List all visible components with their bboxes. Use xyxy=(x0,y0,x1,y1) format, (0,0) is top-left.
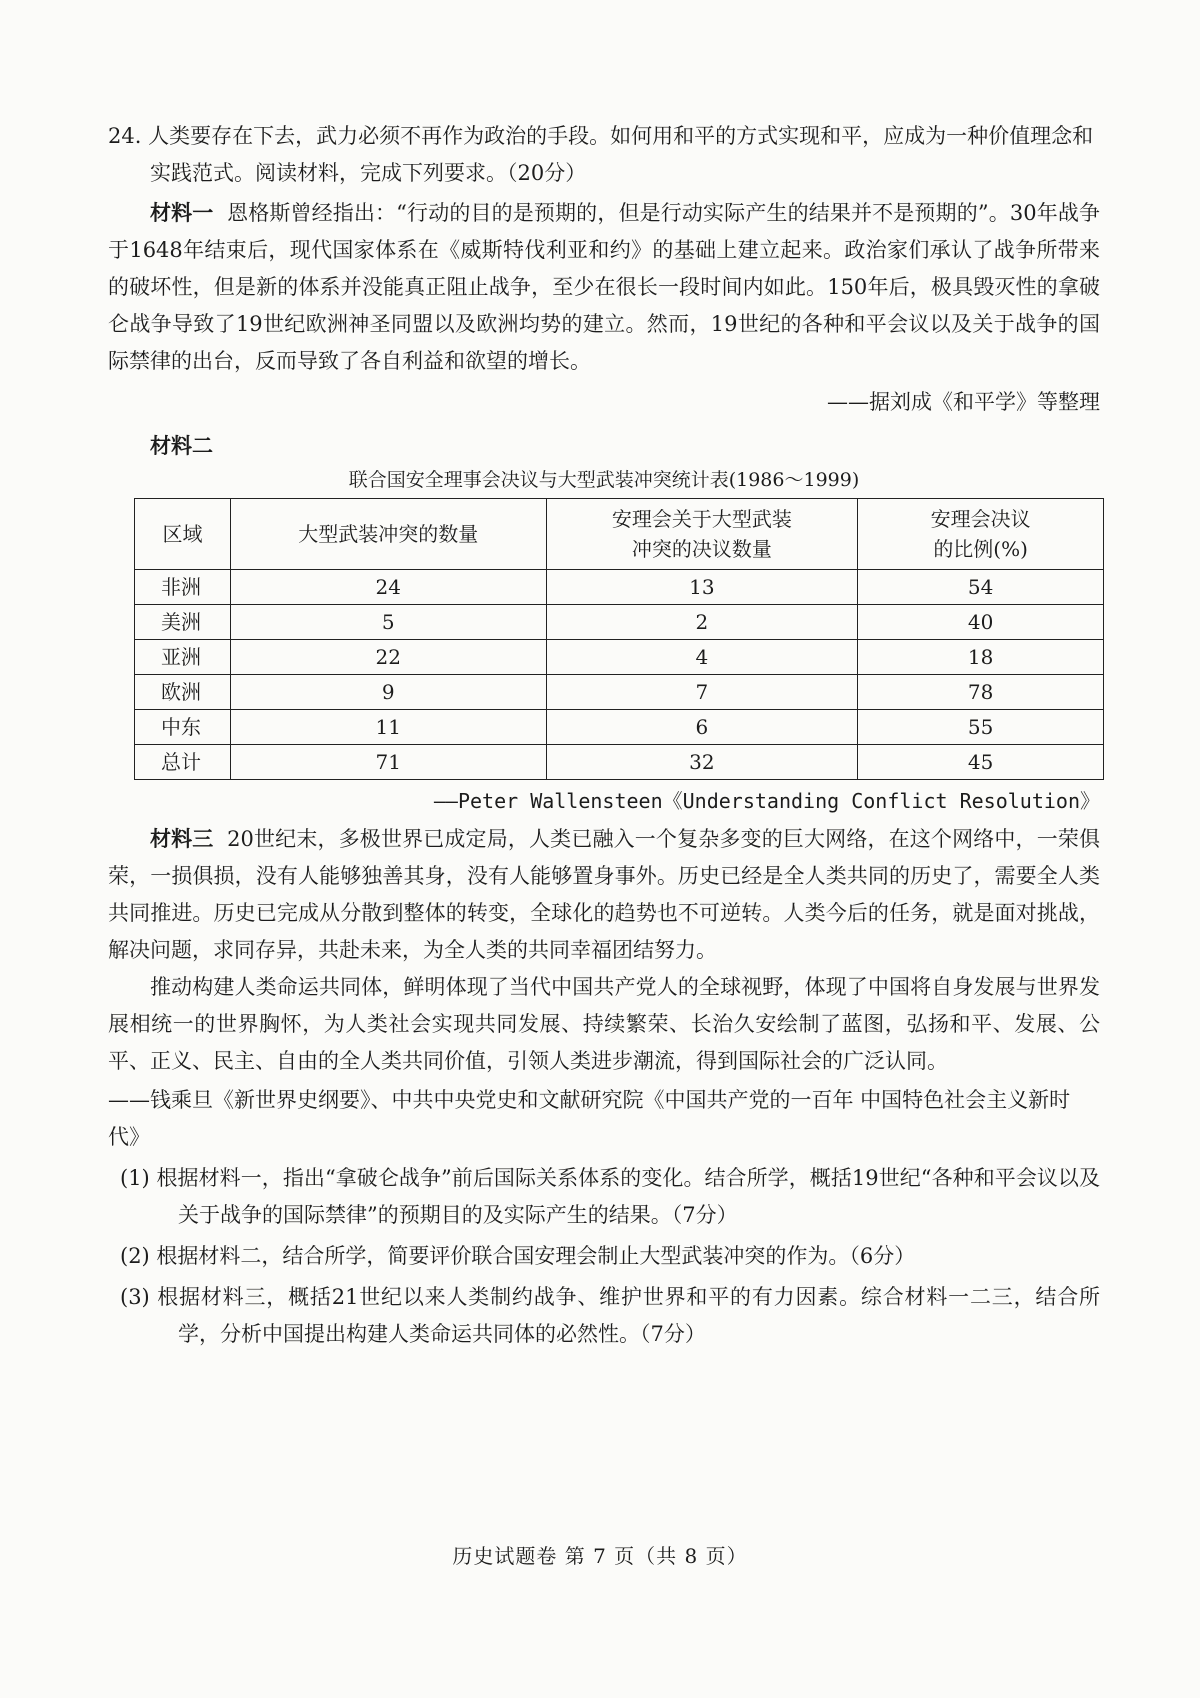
sub-question-3: (3) 根据材料三，概括21世纪以来人类制约战争、维护世界和平的有力因素。综合材料一二三，结合所学，分析中国提出构建人类命运共同体的必然性。（7分） xyxy=(120,1285,1100,1346)
header-resolutions xyxy=(546,499,858,570)
cell-resolutions: 32 xyxy=(546,745,858,780)
table-title: 联合国安全理事会决议与大型武装冲突统计表(1986～1999) xyxy=(348,469,860,491)
header-resolutions-line1: 安理会关于大型武装 xyxy=(611,507,792,531)
cell-region: 中东 xyxy=(135,710,231,745)
header-resolutions-line2: 冲突的决议数量 xyxy=(631,537,772,561)
material-3-para-1 xyxy=(108,820,1100,969)
material-2-source: ——Peter Wallensteen《Understanding Conflict Resolution》 xyxy=(433,789,1100,813)
material-3-para-2: 推动构建人类命运共同体，鲜明体现了当代中国共产党人的全球视野，体现了中国将自身发展与世界发展相统一的世界胸怀，为人类社会实现共同发展、持续繁荣、长治久安绘制了蓝图，弘扬和平、发展、公平、正义、民主、自由的全人类共同价值，引领人类进步潮流，得到国际社会的广泛认同。 xyxy=(108,975,1100,1073)
header-ratio-line1: 安理会决议 xyxy=(930,507,1031,531)
material-1-source: ——据刘成《和平学》等整理 xyxy=(827,390,1100,414)
cell-conflicts: 71 xyxy=(230,745,546,780)
table-row xyxy=(135,675,1104,710)
cell-resolutions: 4 xyxy=(546,640,858,675)
material-3-source: ——钱乘旦《新世界史纲要》、中共中央党史和文献研究院《中国共产党的一百年 中国特色社会主义新时代》 xyxy=(108,1088,1071,1149)
table-row xyxy=(135,640,1104,675)
cell-conflicts: 22 xyxy=(230,640,546,675)
header-conflicts: 大型武装冲突的数量 xyxy=(230,499,546,570)
cell-conflicts: 24 xyxy=(230,570,546,605)
cell-region: 总计 xyxy=(135,745,231,780)
cell-ratio: 18 xyxy=(858,640,1104,675)
cell-conflicts: 9 xyxy=(230,675,546,710)
cell-ratio: 78 xyxy=(858,675,1104,710)
cell-ratio: 45 xyxy=(858,745,1104,780)
header-ratio xyxy=(858,499,1104,570)
material-1-label: 材料一 xyxy=(150,200,214,225)
cell-conflicts: 11 xyxy=(230,710,546,745)
statistics-table xyxy=(134,498,1104,780)
cell-ratio: 55 xyxy=(858,710,1104,745)
table-row xyxy=(135,710,1104,745)
table-row xyxy=(135,605,1104,640)
sub-question-1: (1) 根据材料一，指出“拿破仑战争”前后国际关系体系的变化。结合所学，概括19世纪“各种和平会议以及关于战争的国际禁律”的预期目的及实际产生的结果。（7分） xyxy=(120,1166,1100,1227)
material-1-text: 恩格斯曾经指出：“行动的目的是预期的，但是行动实际产生的结果并不是预期的”。30年战争于1648年结束后，现代国家体系在《威斯特伐利亚和约》的基础上建立起来。政治家们承认了战争所带来的破坏性，但是新的体系并没能真正阻止战争，至少在很长一段时间内如此。150年后，极具毁灭性的拿破仑战争导致了19世纪欧洲神圣同盟以及欧洲均势的建立。然而，19世纪的各种和平会议以及关于战争的国际禁律的出台，反而导致了各自利益和欲望的增长。 xyxy=(108,201,1100,373)
table-row xyxy=(135,570,1104,605)
material-1 xyxy=(108,194,1100,380)
cell-resolutions: 13 xyxy=(546,570,858,605)
cell-resolutions: 7 xyxy=(546,675,858,710)
material-3-text-1: 20世纪末，多极世界已成定局，人类已融入一个复杂多变的巨大网络，在这个网络中，一荣俱荣，一损俱损，没有人能够独善其身，没有人能够置身事外。历史已经是全人类共同的历史了，需要全人类共同推进。历史已完成从分散到整体的转变，全球化的趋势也不可逆转。人类今后的任务，就是面对挑战，解决问题，求同存异，共赴未来，为全人类的共同幸福团结努力。 xyxy=(108,827,1101,962)
table-row-total xyxy=(135,745,1104,780)
cell-region: 非洲 xyxy=(135,570,231,605)
cell-resolutions: 6 xyxy=(546,710,858,745)
cell-resolutions: 2 xyxy=(546,605,858,640)
cell-region: 美洲 xyxy=(135,605,231,640)
sub-question-2: (2) 根据材料二，结合所学，简要评价联合国安理会制止大型武装冲突的作为。（6分） xyxy=(120,1244,916,1268)
page-footer: 历史试题卷 第 7 页（共 8 页） xyxy=(452,1544,748,1568)
cell-conflicts: 5 xyxy=(230,605,546,640)
material-3-label: 材料三 xyxy=(150,826,214,851)
cell-ratio: 54 xyxy=(858,570,1104,605)
table-header-row xyxy=(135,499,1104,570)
header-region: 区域 xyxy=(135,499,231,570)
material-2-label: 材料二 xyxy=(150,433,213,458)
header-ratio-line2: 的比例(%) xyxy=(933,537,1028,561)
cell-region: 欧洲 xyxy=(135,675,231,710)
question-stem: 24. 人类要存在下去，武力必须不再作为政治的手段。如何用和平的方式实现和平，应成为一种价值理念和实践范式。阅读材料，完成下列要求。（20分） xyxy=(108,124,1094,185)
cell-region: 亚洲 xyxy=(135,640,231,675)
cell-ratio: 40 xyxy=(858,605,1104,640)
